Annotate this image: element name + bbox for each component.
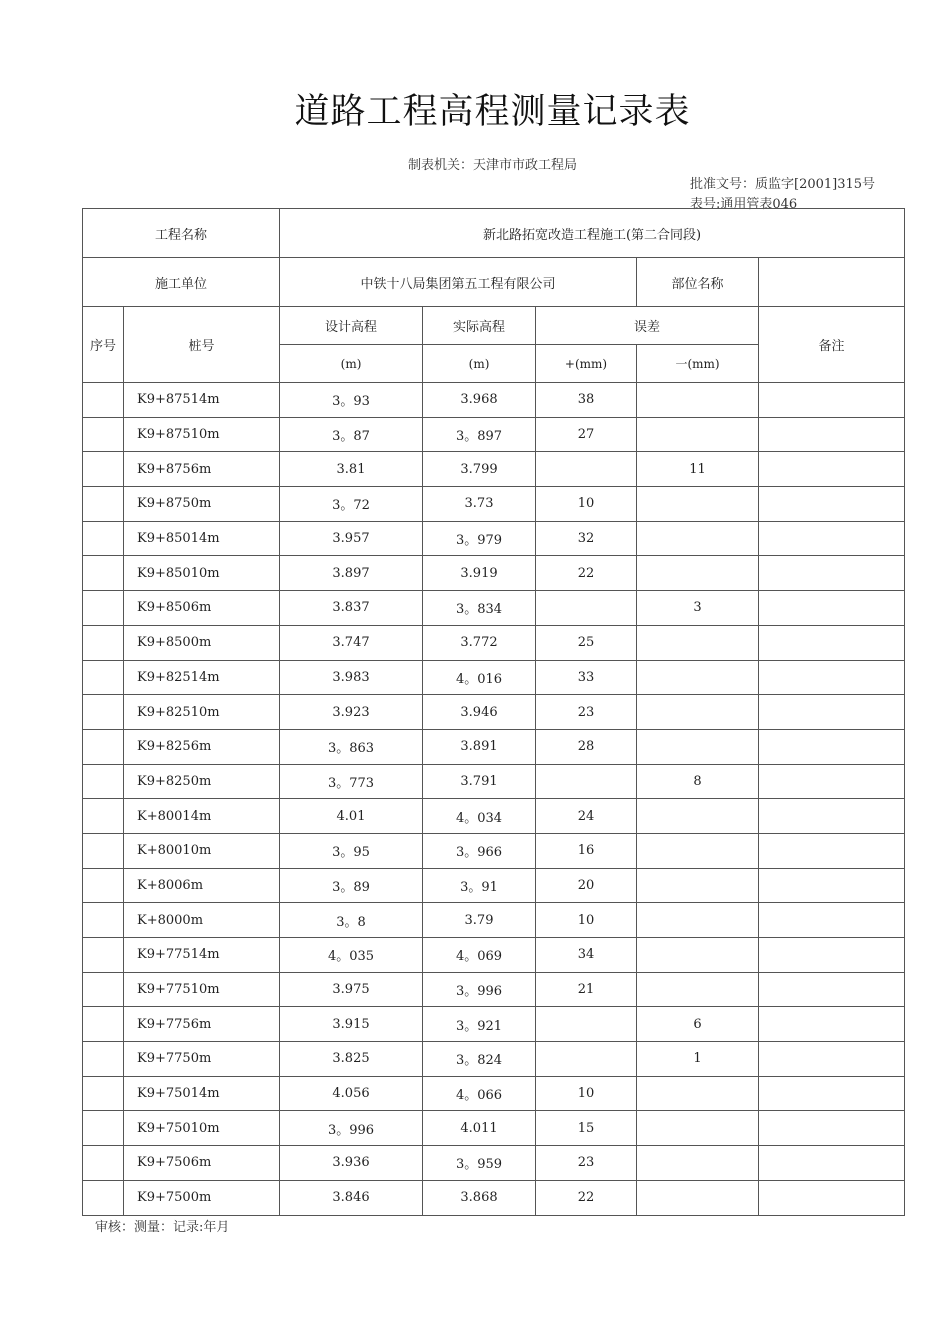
pile-cell: K9+77514m xyxy=(124,938,280,973)
remark-cell xyxy=(759,591,905,626)
design-elevation-header: 设计高程 xyxy=(280,307,423,345)
actual-elevation-cell: 3。824 xyxy=(423,1042,536,1077)
remark-cell xyxy=(759,833,905,868)
seq-cell xyxy=(83,1180,124,1215)
design-elevation-cell: 3.915 xyxy=(280,1007,423,1042)
table-row xyxy=(83,487,905,522)
seq-cell xyxy=(83,938,124,973)
pile-cell: K9+8500m xyxy=(124,625,280,660)
minus-error-cell xyxy=(637,556,759,591)
minus-error-cell xyxy=(637,729,759,764)
design-elevation-cell: 3.983 xyxy=(280,660,423,695)
minus-error-cell xyxy=(637,1146,759,1181)
table-row xyxy=(83,695,905,730)
pile-cell: K9+7756m xyxy=(124,1007,280,1042)
seq-cell xyxy=(83,1007,124,1042)
remark-cell xyxy=(759,556,905,591)
actual-elevation-cell: 4。066 xyxy=(423,1076,536,1111)
actual-elevation-cell: 3。897 xyxy=(423,417,536,452)
plus-error-cell: 10 xyxy=(536,903,637,938)
pile-cell: K9+87514m xyxy=(124,383,280,418)
actual-elevation-cell: 3。996 xyxy=(423,972,536,1007)
design-unit: (m) xyxy=(280,345,423,383)
pile-cell: K+80014m xyxy=(124,799,280,834)
plus-error-cell: 10 xyxy=(536,487,637,522)
project-name-label: 工程名称 xyxy=(83,209,280,258)
remark-cell xyxy=(759,625,905,660)
actual-unit: (m) xyxy=(423,345,536,383)
seq-cell xyxy=(83,1076,124,1111)
plus-error-cell: 23 xyxy=(536,1146,637,1181)
remark-cell xyxy=(759,1180,905,1215)
minus-error-cell xyxy=(637,799,759,834)
pile-cell: K9+75014m xyxy=(124,1076,280,1111)
table-row xyxy=(83,591,905,626)
design-elevation-cell: 3.81 xyxy=(280,452,423,487)
design-elevation-cell: 3.747 xyxy=(280,625,423,660)
plus-error-cell: 38 xyxy=(536,383,637,418)
table-row xyxy=(83,1042,905,1077)
seq-cell xyxy=(83,521,124,556)
seq-cell xyxy=(83,972,124,1007)
pile-cell: K9+8256m xyxy=(124,729,280,764)
pile-cell: K9+85010m xyxy=(124,556,280,591)
approval-number: 批准文号：质监字[2001]315号 xyxy=(690,177,876,192)
seq-cell xyxy=(83,591,124,626)
table-row xyxy=(83,1180,905,1215)
pile-cell: K9+8250m xyxy=(124,764,280,799)
seq-cell xyxy=(83,1146,124,1181)
minus-error-header: 一(mm) xyxy=(637,345,759,383)
actual-elevation-cell: 3。979 xyxy=(423,521,536,556)
pile-cell: K9+75010m xyxy=(124,1111,280,1146)
seq-cell xyxy=(83,487,124,522)
design-elevation-cell: 3。996 xyxy=(280,1111,423,1146)
error-header: 误差 xyxy=(536,307,759,345)
design-elevation-cell: 3.897 xyxy=(280,556,423,591)
actual-elevation-cell: 3.891 xyxy=(423,729,536,764)
table-row xyxy=(83,729,905,764)
seq-cell xyxy=(83,383,124,418)
design-elevation-cell: 3。93 xyxy=(280,383,423,418)
actual-elevation-cell: 3.968 xyxy=(423,383,536,418)
plus-error-cell xyxy=(536,1042,637,1077)
remark-cell xyxy=(759,729,905,764)
minus-error-cell xyxy=(637,972,759,1007)
plus-error-cell: 24 xyxy=(536,799,637,834)
design-elevation-cell: 3.846 xyxy=(280,1180,423,1215)
design-elevation-cell: 3.825 xyxy=(280,1042,423,1077)
actual-elevation-cell: 3。921 xyxy=(423,1007,536,1042)
remark-cell xyxy=(759,868,905,903)
design-elevation-cell: 3。8 xyxy=(280,903,423,938)
table-row xyxy=(83,1111,905,1146)
part-name-label: 部位名称 xyxy=(637,258,759,307)
pile-header: 桩号 xyxy=(124,307,280,383)
plus-error-cell: 34 xyxy=(536,938,637,973)
actual-elevation-cell: 3。834 xyxy=(423,591,536,626)
plus-error-cell: 16 xyxy=(536,833,637,868)
design-elevation-cell: 3。95 xyxy=(280,833,423,868)
table-row xyxy=(83,660,905,695)
plus-error-cell xyxy=(536,452,637,487)
design-elevation-cell: 4.056 xyxy=(280,1076,423,1111)
table-row xyxy=(83,833,905,868)
pile-cell: K9+7750m xyxy=(124,1042,280,1077)
seq-cell xyxy=(83,660,124,695)
plus-error-cell: 23 xyxy=(536,695,637,730)
plus-error-cell: 15 xyxy=(536,1111,637,1146)
table-row xyxy=(83,903,905,938)
minus-error-cell: 8 xyxy=(637,764,759,799)
remark-cell xyxy=(759,487,905,522)
minus-error-cell xyxy=(637,487,759,522)
plus-error-cell: 27 xyxy=(536,417,637,452)
actual-elevation-cell: 3.73 xyxy=(423,487,536,522)
pile-cell: K9+87510m xyxy=(124,417,280,452)
actual-elevation-cell: 3.946 xyxy=(423,695,536,730)
pile-cell: K9+77510m xyxy=(124,972,280,1007)
pile-cell: K9+82510m xyxy=(124,695,280,730)
remark-cell xyxy=(759,903,905,938)
seq-cell xyxy=(83,764,124,799)
seq-cell xyxy=(83,729,124,764)
table-row xyxy=(83,1146,905,1181)
design-elevation-cell: 3。863 xyxy=(280,729,423,764)
minus-error-cell: 11 xyxy=(637,452,759,487)
minus-error-cell xyxy=(637,1111,759,1146)
actual-elevation-cell: 3。959 xyxy=(423,1146,536,1181)
pile-cell: K+8000m xyxy=(124,903,280,938)
minus-error-cell: 3 xyxy=(637,591,759,626)
remark-cell xyxy=(759,521,905,556)
plus-error-cell: 21 xyxy=(536,972,637,1007)
table-row xyxy=(83,1076,905,1111)
seq-cell xyxy=(83,556,124,591)
actual-elevation-cell: 3.868 xyxy=(423,1180,536,1215)
table-row xyxy=(83,556,905,591)
minus-error-cell: 1 xyxy=(637,1042,759,1077)
actual-elevation-cell: 4。016 xyxy=(423,660,536,695)
actual-elevation-cell: 3。966 xyxy=(423,833,536,868)
table-row xyxy=(83,452,905,487)
design-elevation-cell: 3。87 xyxy=(280,417,423,452)
minus-error-cell xyxy=(637,938,759,973)
remark-header: 备注 xyxy=(759,307,905,383)
seq-cell xyxy=(83,452,124,487)
seq-cell xyxy=(83,1111,124,1146)
pile-cell: K9+85014m xyxy=(124,521,280,556)
form-number: 表号:通用管表046 xyxy=(690,197,798,212)
minus-error-cell xyxy=(637,903,759,938)
table-row xyxy=(83,799,905,834)
table-row xyxy=(83,521,905,556)
remark-cell xyxy=(759,383,905,418)
actual-elevation-cell: 3。91 xyxy=(423,868,536,903)
contractor-value: 中铁十八局集团第五工程有限公司 xyxy=(280,258,637,307)
plus-error-cell xyxy=(536,1007,637,1042)
remark-cell xyxy=(759,417,905,452)
minus-error-cell xyxy=(637,521,759,556)
actual-elevation-cell: 4.011 xyxy=(423,1111,536,1146)
pile-cell: K+8006m xyxy=(124,868,280,903)
plus-error-cell: 22 xyxy=(536,556,637,591)
remark-cell xyxy=(759,660,905,695)
actual-elevation-cell: 3.919 xyxy=(423,556,536,591)
plus-error-cell: 28 xyxy=(536,729,637,764)
design-elevation-cell: 4.01 xyxy=(280,799,423,834)
table-row xyxy=(83,764,905,799)
remark-cell xyxy=(759,1111,905,1146)
pile-cell: K9+8756m xyxy=(124,452,280,487)
design-elevation-cell: 3.975 xyxy=(280,972,423,1007)
minus-error-cell xyxy=(637,660,759,695)
remark-cell xyxy=(759,764,905,799)
plus-error-cell xyxy=(536,591,637,626)
plus-error-cell: 32 xyxy=(536,521,637,556)
minus-error-cell xyxy=(637,833,759,868)
seq-cell xyxy=(83,903,124,938)
seq-cell xyxy=(83,833,124,868)
seq-cell xyxy=(83,695,124,730)
design-elevation-cell: 3。72 xyxy=(280,487,423,522)
seq-cell xyxy=(83,625,124,660)
plus-error-cell: 10 xyxy=(536,1076,637,1111)
seq-cell xyxy=(83,1042,124,1077)
pile-cell: K+80010m xyxy=(124,833,280,868)
design-elevation-cell: 3.923 xyxy=(280,695,423,730)
actual-elevation-cell: 4。069 xyxy=(423,938,536,973)
actual-elevation-cell: 3.799 xyxy=(423,452,536,487)
remark-cell xyxy=(759,972,905,1007)
plus-error-cell: 20 xyxy=(536,868,637,903)
minus-error-cell xyxy=(637,625,759,660)
elevation-record-table xyxy=(82,208,905,1216)
minus-error-cell xyxy=(637,695,759,730)
remark-cell xyxy=(759,452,905,487)
design-elevation-cell: 3.936 xyxy=(280,1146,423,1181)
pile-cell: K9+8506m xyxy=(124,591,280,626)
remark-cell xyxy=(759,1076,905,1111)
pile-cell: K9+7506m xyxy=(124,1146,280,1181)
project-name-value: 新北路拓宽改造工程施工(第二合同段) xyxy=(280,209,905,258)
minus-error-cell: 6 xyxy=(637,1007,759,1042)
pile-cell: K9+7500m xyxy=(124,1180,280,1215)
design-elevation-cell: 3。773 xyxy=(280,764,423,799)
plus-error-header: +(mm) xyxy=(536,345,637,383)
actual-elevation-cell: 3.772 xyxy=(423,625,536,660)
contractor-label: 施工单位 xyxy=(83,258,280,307)
part-name-value xyxy=(759,258,905,307)
seq-cell xyxy=(83,417,124,452)
remark-cell xyxy=(759,799,905,834)
minus-error-cell xyxy=(637,417,759,452)
seq-cell xyxy=(83,868,124,903)
minus-error-cell xyxy=(637,1076,759,1111)
plus-error-cell xyxy=(536,764,637,799)
table-row xyxy=(83,868,905,903)
remark-cell xyxy=(759,1042,905,1077)
plus-error-cell: 25 xyxy=(536,625,637,660)
plus-error-cell: 22 xyxy=(536,1180,637,1215)
seq-cell xyxy=(83,799,124,834)
remark-cell xyxy=(759,1146,905,1181)
seq-header: 序号 xyxy=(83,307,124,383)
remark-cell xyxy=(759,938,905,973)
design-elevation-cell: 3.957 xyxy=(280,521,423,556)
minus-error-cell xyxy=(637,868,759,903)
table-row xyxy=(83,972,905,1007)
actual-elevation-header: 实际高程 xyxy=(423,307,536,345)
table-row xyxy=(83,1007,905,1042)
plus-error-cell: 33 xyxy=(536,660,637,695)
table-row xyxy=(83,383,905,418)
remark-cell xyxy=(759,1007,905,1042)
design-elevation-cell: 4。035 xyxy=(280,938,423,973)
design-elevation-cell: 3。89 xyxy=(280,868,423,903)
page-title: 道路工程高程测量记录表 xyxy=(294,92,691,132)
table-row xyxy=(83,417,905,452)
issuing-authority: 制表机关：天津市市政工程局 xyxy=(407,158,577,173)
remark-cell xyxy=(759,695,905,730)
minus-error-cell xyxy=(637,1180,759,1215)
actual-elevation-cell: 3.791 xyxy=(423,764,536,799)
table-row xyxy=(83,625,905,660)
signature-footer: 审核：测量：记录:年月 xyxy=(95,1220,230,1235)
pile-cell: K9+82514m xyxy=(124,660,280,695)
design-elevation-cell: 3.837 xyxy=(280,591,423,626)
actual-elevation-cell: 4。034 xyxy=(423,799,536,834)
table-row xyxy=(83,938,905,973)
minus-error-cell xyxy=(637,383,759,418)
pile-cell: K9+8750m xyxy=(124,487,280,522)
actual-elevation-cell: 3.79 xyxy=(423,903,536,938)
